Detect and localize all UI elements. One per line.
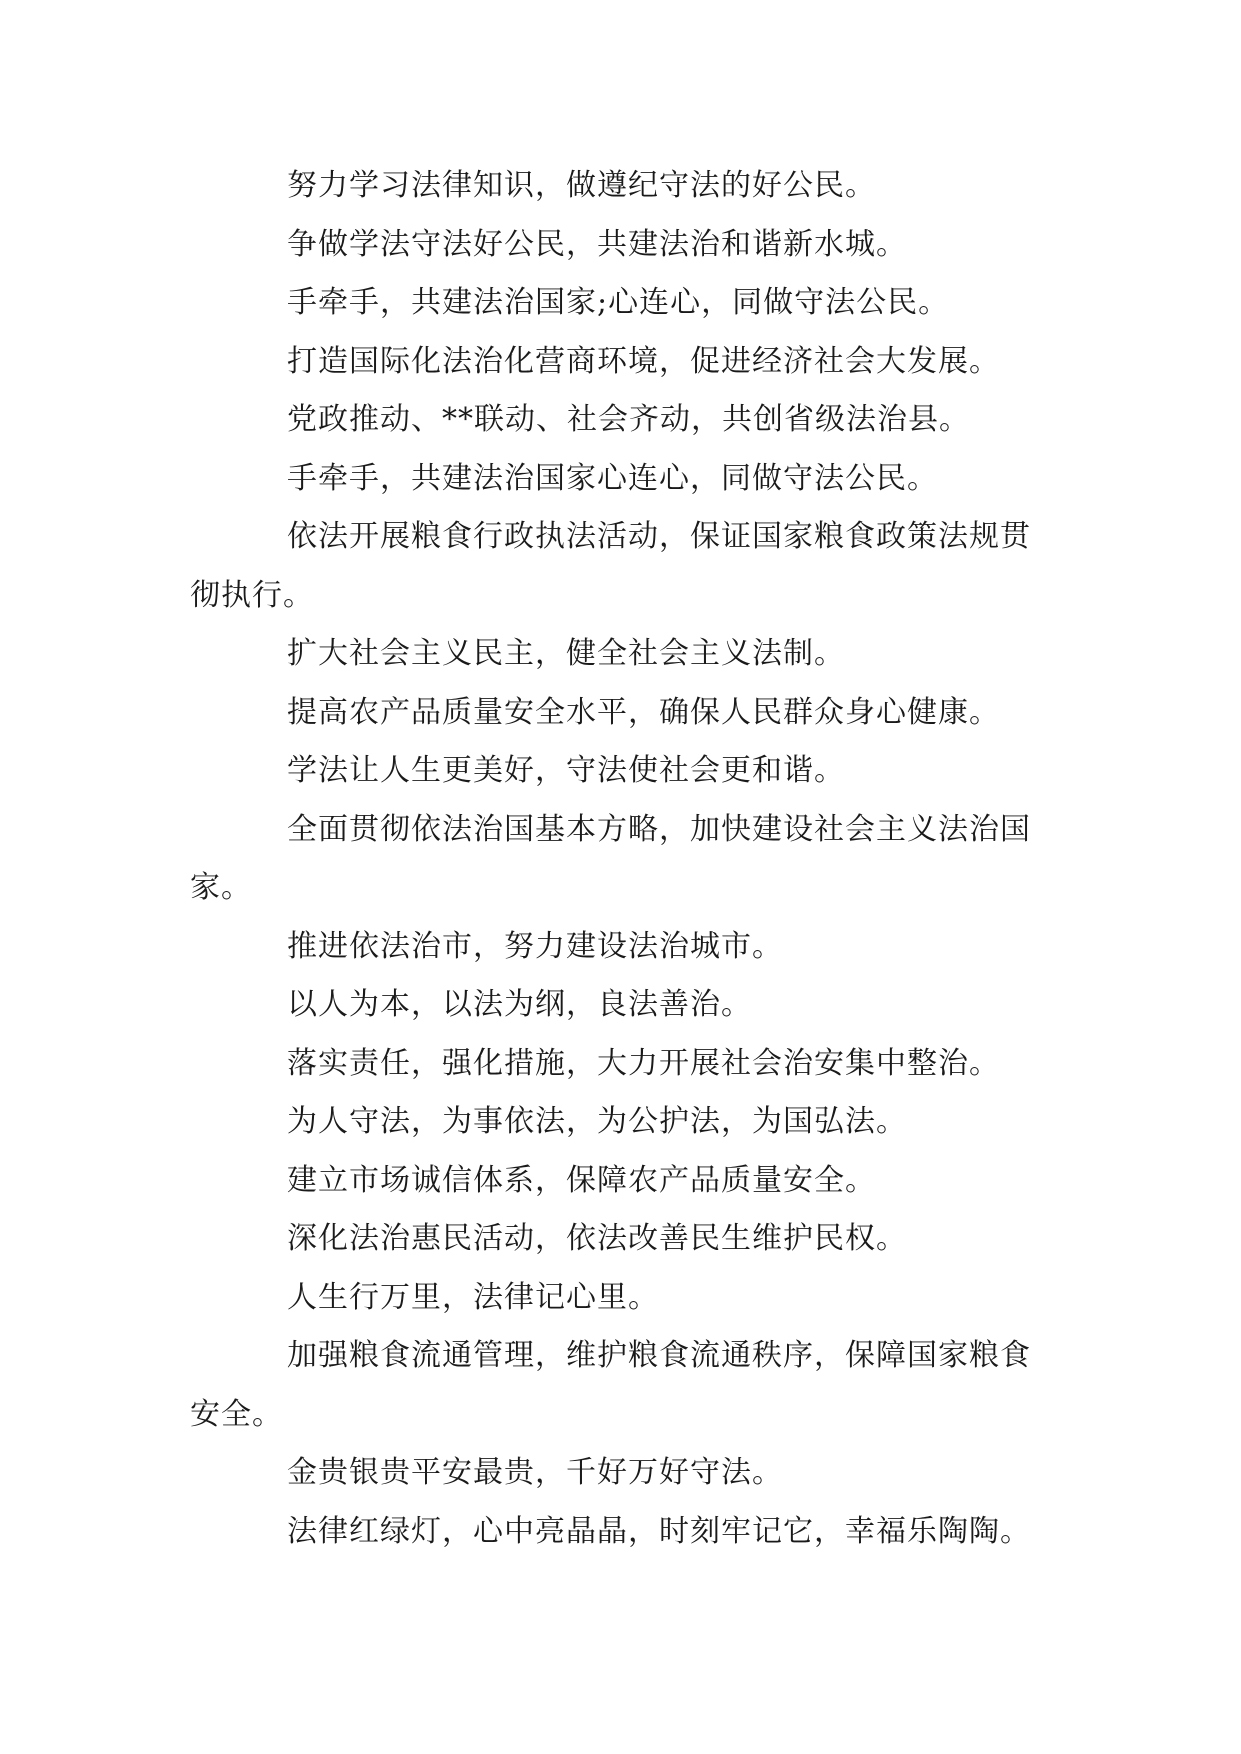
slogan-paragraph: 人生行万里，法律记心里。 bbox=[287, 1279, 659, 1315]
slogan-paragraph: 为人守法，为事依法，为公护法，为国弘法。 bbox=[287, 1104, 907, 1139]
slogan-paragraph: 加强粮食流通管理，维护粮食流通秩序，保障国家粮食安全。 bbox=[190, 1338, 1031, 1432]
slogan-paragraph: 提高农产品质量安全水平，确保人民群众身心健康。 bbox=[287, 694, 1000, 730]
slogan-paragraph: 金贵银贵平安最贵，千好万好守法。 bbox=[287, 1455, 783, 1490]
slogan-paragraph: 打造国际化法治化营商环境，促进经济社会大发展。 bbox=[287, 343, 1000, 379]
slogan-paragraph: 深化法治惠民活动，依法改善民生维护民权。 bbox=[287, 1221, 907, 1256]
slogan-paragraph: 全面贯彻依法治国基本方略，加快建设社会主义法治国家。 bbox=[190, 811, 1031, 905]
slogan-paragraph: 学法让人生更美好，守法使社会更和谐。 bbox=[287, 753, 845, 788]
document-body bbox=[190, 157, 1050, 1561]
slogan-paragraph: 争做学法守法好公民，共建法治和谐新水城。 bbox=[287, 226, 907, 262]
slogan-paragraph: 扩大社会主义民主，健全社会主义法制。 bbox=[287, 636, 845, 671]
slogan-paragraph: 法律红绿灯，心中亮晶晶，时刻牢记它，幸福乐陶陶。 bbox=[287, 1513, 1031, 1549]
slogan-paragraph: 努力学习法律知识，做遵纪守法的好公民。 bbox=[287, 168, 876, 203]
slogan-paragraph: 党政推动、**联动、社会齐动，共创省级法治县。 bbox=[287, 402, 970, 437]
slogan-paragraph: 落实责任，强化措施，大力开展社会治安集中整治。 bbox=[287, 1045, 1000, 1081]
slogan-paragraph: 依法开展粮食行政执法活动，保证国家粮食政策法规贯彻执行。 bbox=[190, 519, 1031, 613]
slogan-paragraph: 建立市场诚信体系，保障农产品质量安全。 bbox=[287, 1162, 876, 1198]
slogan-paragraph: 手牵手，共建法治国家;心连心，同做守法公民。 bbox=[287, 285, 950, 320]
slogan-paragraph: 手牵手，共建法治国家心连心，同做守法公民。 bbox=[287, 460, 938, 496]
slogan-paragraph: 推进依法治市，努力建设法治城市。 bbox=[287, 928, 783, 964]
slogan-paragraph: 以人为本，以法为纲，良法善治。 bbox=[287, 987, 752, 1022]
